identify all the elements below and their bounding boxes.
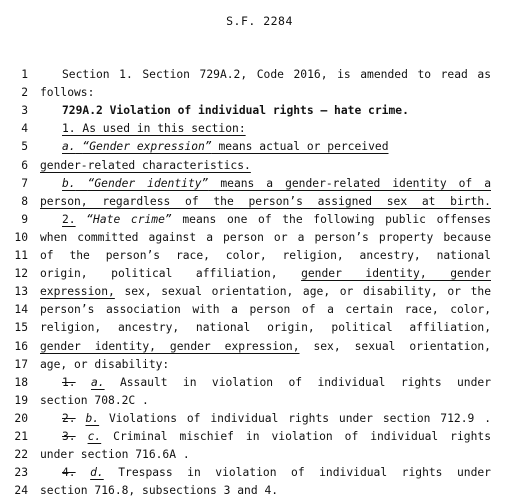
line-number: 14 xyxy=(14,303,28,317)
line-number: 5 xyxy=(21,140,28,154)
line-text xyxy=(40,338,491,356)
line-text xyxy=(40,138,491,156)
text-segment: follows: xyxy=(40,86,95,100)
document-line xyxy=(0,319,519,337)
line-number: 6 xyxy=(21,158,28,172)
line-number: 10 xyxy=(14,230,28,244)
inserted-text: 1. As used in this section: xyxy=(62,122,246,136)
document-line xyxy=(0,247,519,265)
line-text xyxy=(40,229,491,247)
line-number: 1 xyxy=(21,68,28,81)
inserted-text: 2. xyxy=(62,212,76,226)
line-text xyxy=(40,301,491,319)
text-segment xyxy=(76,466,91,479)
text-segment: Trespass in violation of individual rights under xyxy=(103,466,491,480)
text-segment xyxy=(76,376,91,389)
inserted-text: person, regardless of the person’s assigned sex at birth. xyxy=(40,194,491,208)
document-line xyxy=(0,482,519,500)
inserted-text: means actual or perceived xyxy=(211,140,389,154)
line-text xyxy=(40,102,491,120)
document-line xyxy=(0,283,519,301)
document-line xyxy=(0,229,519,247)
line-number: 17 xyxy=(14,357,28,371)
text-segment: means one of the following public offenses xyxy=(171,212,491,226)
text-segment: person’s association with a person of a certain race, color, xyxy=(40,303,491,317)
line-text xyxy=(40,374,491,392)
inserted-text: gender identity, gender expression, xyxy=(40,339,300,353)
line-text xyxy=(40,211,491,229)
line-number: 23 xyxy=(14,466,28,480)
inserted-text: “Gender identity” xyxy=(87,176,209,190)
line-number: 18 xyxy=(14,375,28,389)
text-segment: “Hate crime” xyxy=(86,212,172,226)
document-line xyxy=(0,428,519,446)
text-segment: Section 1. Section 729A.2, Code 2016, is amended to read as xyxy=(62,68,491,81)
line-number: 11 xyxy=(14,249,28,262)
line-number: 3 xyxy=(21,104,28,118)
inserted-text: “Gender expression” xyxy=(82,140,212,154)
document-line xyxy=(0,193,519,211)
text-segment: sex, sexual orientation, age, or disability, or the xyxy=(114,285,491,299)
inserted-text: c. xyxy=(87,430,102,443)
line-text xyxy=(40,464,491,482)
document-line xyxy=(0,157,519,175)
document-line xyxy=(0,338,519,356)
text-segment: Assault in violation of individual rights under xyxy=(104,375,491,389)
document-line xyxy=(0,102,519,120)
line-text xyxy=(40,446,491,464)
line-number: 4 xyxy=(21,122,28,136)
text-segment: under section 716.6A . xyxy=(40,448,190,462)
line-number: 19 xyxy=(14,393,28,407)
document-line xyxy=(0,301,519,319)
document-line xyxy=(0,374,519,392)
document-line xyxy=(0,84,519,102)
text-segment: sex, sexual orientation, xyxy=(299,339,491,353)
line-text xyxy=(40,175,491,193)
inserted-text: expression, xyxy=(40,285,115,299)
line-text xyxy=(40,247,491,265)
inserted-text: a. xyxy=(62,140,76,154)
inserted-text xyxy=(76,177,88,190)
document-line xyxy=(0,265,519,283)
line-text xyxy=(40,392,491,410)
text-segment: 729A.2 Violation of individual rights — hate crime. xyxy=(62,104,409,118)
text-segment xyxy=(76,430,88,443)
bill-number-header: S.F. 2284 xyxy=(226,14,293,28)
document-line xyxy=(0,446,519,464)
inserted-text: gender-related characteristics. xyxy=(40,158,251,172)
line-text xyxy=(40,319,491,337)
inserted-text: d. xyxy=(90,466,104,480)
document-line xyxy=(0,392,519,410)
line-number: 7 xyxy=(21,176,28,190)
text-segment: age, or disability: xyxy=(40,357,170,371)
inserted-text: means a gender-related identity of a xyxy=(208,176,491,190)
document-line xyxy=(0,66,519,84)
text-segment: of the person’s race, color, religion, ancestry, national xyxy=(40,249,491,262)
struck-text: 3. xyxy=(62,430,76,443)
struck-text: 1. xyxy=(62,375,76,389)
line-text xyxy=(40,356,491,374)
line-text xyxy=(40,120,491,138)
line-text xyxy=(40,193,491,211)
document-line xyxy=(0,175,519,193)
line-number: 8 xyxy=(21,194,28,208)
line-text xyxy=(40,157,491,175)
line-number: 20 xyxy=(14,411,28,425)
text-segment: section 716.8, subsections 3 and 4. xyxy=(40,484,279,498)
inserted-text: a. xyxy=(90,375,105,389)
document-line xyxy=(0,356,519,374)
inserted-text: b. xyxy=(85,411,100,425)
document-line xyxy=(0,464,519,482)
line-number: 9 xyxy=(21,212,28,226)
line-text xyxy=(40,410,491,428)
text-segment xyxy=(76,412,86,425)
text-segment: Violations of individual rights under section 712.9 . xyxy=(99,411,491,425)
document-line xyxy=(0,120,519,138)
line-number: 22 xyxy=(14,448,28,462)
struck-text: 2. xyxy=(62,411,76,425)
line-number: 16 xyxy=(14,339,28,353)
line-text xyxy=(40,265,491,283)
line-text xyxy=(40,482,491,500)
line-number: 24 xyxy=(14,484,28,498)
line-text xyxy=(40,66,491,84)
document-line xyxy=(0,211,519,229)
text-segment xyxy=(76,213,87,226)
inserted-text: b. xyxy=(62,176,76,190)
line-text xyxy=(40,283,491,301)
line-number: 12 xyxy=(14,267,28,281)
line-number: 15 xyxy=(14,321,28,335)
line-text xyxy=(40,428,491,446)
text-segment: origin, political affiliation, xyxy=(40,267,302,281)
text-segment: section 708.2C . xyxy=(40,393,149,407)
struck-text: 4. xyxy=(62,466,76,480)
line-number: 13 xyxy=(14,285,28,299)
document-line xyxy=(0,138,519,156)
text-segment: when committed against a person or a person’s property because xyxy=(40,230,491,244)
line-number: 2 xyxy=(21,86,28,100)
line-text xyxy=(40,84,491,102)
text-segment: Criminal mischief in violation of individual rights xyxy=(101,430,491,443)
text-segment: religion, ancestry, national origin, political affiliation, xyxy=(40,321,491,335)
inserted-text: gender identity, gender xyxy=(301,267,491,281)
line-number: 21 xyxy=(14,430,28,443)
document-line xyxy=(0,410,519,428)
